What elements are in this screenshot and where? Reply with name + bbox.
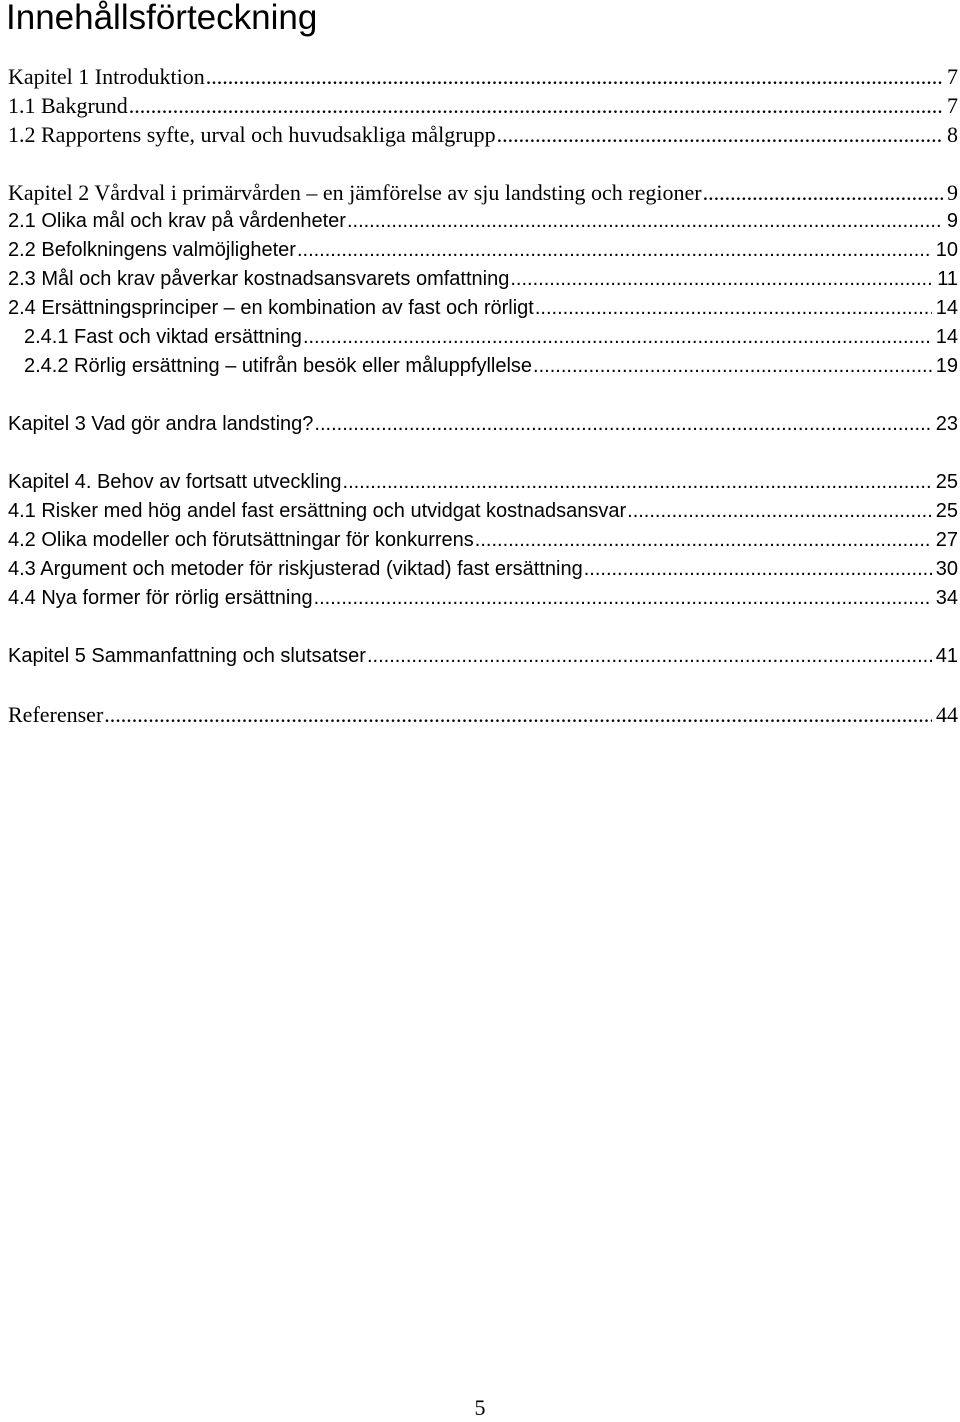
toc-entry-label: Referenser xyxy=(8,702,104,727)
toc-dot-leader xyxy=(627,497,932,526)
toc-entry-label: 4.2 Olika modeller och förutsättningar för konkurrens xyxy=(8,529,474,551)
toc-entry-page: 30 xyxy=(935,558,958,580)
toc-dot-leader xyxy=(303,323,932,352)
toc-entry-label: Kapitel 3 Vad gör andra landsting? xyxy=(8,413,314,435)
toc-entry-page: 8 xyxy=(947,122,958,147)
toc-spacer xyxy=(6,149,958,178)
toc-dot-leader xyxy=(367,642,932,671)
toc-entry-page: 11 xyxy=(937,268,958,290)
toc-entry-label: Kapitel 4. Behov av fortsatt utveckling xyxy=(8,471,342,493)
toc-spacer xyxy=(6,381,958,410)
toc-entry-page: 34 xyxy=(935,587,958,609)
toc-entry-page: 27 xyxy=(935,529,958,551)
toc-entry-label: 4.1 Risker med hög andel fast ersättning och utvidgat kostnadsansvar xyxy=(8,500,627,522)
toc-dot-leader xyxy=(535,294,932,323)
toc-dot-leader xyxy=(347,207,943,236)
toc-entry-label: 2.4 Ersättningsprinciper – en kombination av fast och rörligt xyxy=(8,297,534,319)
toc-entry-label: 2.2 Befolkningens valmöjligheter xyxy=(8,239,296,261)
toc-entry-label: 2.4.1 Fast och viktad ersättning xyxy=(24,326,302,348)
toc-entry-1-2[interactable] xyxy=(6,120,958,149)
toc-entry-page: 25 xyxy=(935,500,958,522)
toc-spacer xyxy=(6,439,958,468)
toc-entry-page: 7 xyxy=(947,93,958,118)
toc-entry-label: 4.3 Argument och metoder för riskjusterad (viktad) fast ersättning xyxy=(8,558,583,580)
toc-entry-page: 23 xyxy=(935,413,958,435)
toc-entry-label: 1.2 Rapportens syfte, urval och huvudsakliga målgrupp xyxy=(8,122,496,147)
page-number: 5 xyxy=(474,1395,486,1420)
toc-entry-4-1[interactable] xyxy=(6,497,958,526)
table-of-contents xyxy=(6,62,958,729)
toc-dot-leader xyxy=(206,62,943,91)
toc-entry-4-3[interactable] xyxy=(6,555,958,584)
toc-entry-page: 7 xyxy=(947,64,958,89)
toc-dot-leader xyxy=(584,555,932,584)
toc-dot-leader xyxy=(297,236,932,265)
toc-entry-page: 19 xyxy=(935,355,958,377)
toc-entry-references[interactable] xyxy=(6,700,958,729)
toc-dot-leader xyxy=(703,178,943,207)
toc-entry-page: 14 xyxy=(935,326,958,348)
toc-entry-page: 14 xyxy=(935,297,958,319)
toc-entry-label: 4.4 Nya former för rörlig ersättning xyxy=(8,587,313,609)
toc-spacer xyxy=(6,613,958,642)
toc-dot-leader xyxy=(475,526,932,555)
toc-spacer xyxy=(6,671,958,700)
toc-entry-page: 9 xyxy=(947,180,958,205)
toc-entry-2-2[interactable] xyxy=(6,236,958,265)
toc-entry-label: 2.1 Olika mål och krav på vårdenheter xyxy=(8,210,346,232)
toc-entry-1-1[interactable] xyxy=(6,91,958,120)
toc-entry-label: 2.3 Mål och krav påverkar kostnadsansvarets omfattning xyxy=(8,268,510,290)
toc-entry-chapter-2[interactable] xyxy=(6,178,958,207)
toc-dot-leader xyxy=(510,265,933,294)
toc-entry-4-2[interactable] xyxy=(6,526,958,555)
toc-entry-4-4[interactable] xyxy=(6,584,958,613)
page-title: Innehållsförteckning xyxy=(6,0,318,37)
toc-entry-page: 10 xyxy=(935,239,958,261)
toc-entry-page: 41 xyxy=(935,645,958,667)
toc-entry-label: Kapitel 5 Sammanfattning och slutsatser xyxy=(8,645,366,667)
toc-entry-2-4[interactable] xyxy=(6,294,958,323)
toc-dot-leader xyxy=(533,352,932,381)
toc-entry-page: 44 xyxy=(936,702,958,727)
toc-dot-leader xyxy=(497,120,943,149)
toc-entry-label: Kapitel 2 Vårdval i primärvården – en jämförelse av sju landsting och regioner xyxy=(8,180,702,205)
toc-entry-2-3[interactable] xyxy=(6,265,958,294)
toc-entry-2-4-1[interactable] xyxy=(6,323,958,352)
toc-entry-chapter-1[interactable] xyxy=(6,62,958,91)
toc-entry-chapter-3[interactable] xyxy=(6,410,958,439)
toc-dot-leader xyxy=(314,410,931,439)
toc-entry-chapter-5[interactable] xyxy=(6,642,958,671)
toc-entry-label: 1.1 Bakgrund xyxy=(8,93,128,118)
toc-entry-label: Kapitel 1 Introduktion xyxy=(8,64,205,89)
toc-dot-leader xyxy=(129,91,943,120)
toc-dot-leader xyxy=(343,468,932,497)
toc-entry-2-1[interactable] xyxy=(6,207,958,236)
toc-dot-leader xyxy=(314,584,932,613)
toc-entry-2-4-2[interactable] xyxy=(6,352,958,381)
toc-entry-chapter-4[interactable] xyxy=(6,468,958,497)
toc-dot-leader xyxy=(104,700,932,729)
toc-entry-page: 9 xyxy=(946,210,958,232)
toc-entry-page: 25 xyxy=(935,471,958,493)
toc-entry-label: 2.4.2 Rörlig ersättning – utifrån besök eller måluppfyllelse xyxy=(24,355,533,377)
